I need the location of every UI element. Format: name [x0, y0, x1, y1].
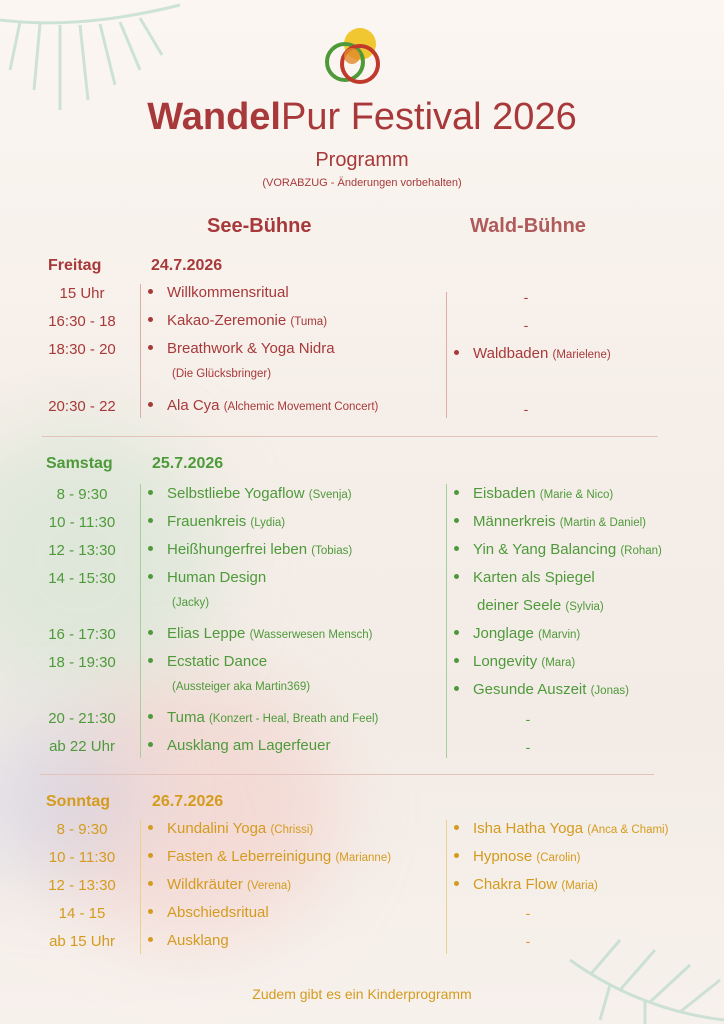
empty-slot-dash: -: [525, 711, 531, 727]
event-item: Tuma (Konzert - Heal, Breath and Feel): [148, 709, 378, 726]
event-item: Fasten & Leberreinigung (Marianne): [148, 848, 391, 865]
empty-slot-dash: -: [523, 317, 529, 333]
date-saturday: 25.7.2026: [152, 455, 224, 472]
time-slot: 20 - 21:30: [48, 710, 116, 727]
stage-wald: Wald-Bühne: [470, 215, 586, 237]
time-slot: 18:30 - 20: [48, 341, 116, 358]
event-item: Ecstatic Dance: [148, 653, 267, 670]
time-slot: 12 - 13:30: [48, 542, 116, 559]
event-item: Isha Hatha Yoga (Anca & Chami): [454, 820, 668, 837]
event-item-continued: deiner Seele (Sylvia): [477, 597, 604, 614]
empty-slot-dash: -: [523, 401, 529, 417]
section-divider: [40, 774, 654, 775]
time-slot: 14 - 15:30: [48, 570, 116, 587]
palm-leaf-icon: [560, 920, 724, 1024]
column-divider: [140, 484, 141, 758]
stage-see: See-Bühne: [207, 215, 312, 237]
event-item: Breathwork & Yoga Nidra: [148, 340, 335, 357]
date-sunday: 26.7.2026: [152, 793, 224, 810]
time-slot: 10 - 11:30: [48, 514, 116, 531]
time-slot: ab 15 Uhr: [49, 933, 115, 950]
section-divider: [42, 436, 658, 437]
day-saturday: Samstag: [46, 455, 113, 472]
time-slot: ab 22 Uhr: [49, 738, 115, 755]
column-divider: [140, 284, 141, 418]
event-item: Eisbaden (Marie & Nico): [454, 485, 613, 502]
time-slot: 16 - 17:30: [48, 626, 116, 643]
column-divider: [446, 820, 447, 954]
date-friday: 24.7.2026: [151, 257, 223, 274]
empty-slot-dash: -: [525, 739, 531, 755]
event-item: Chakra Flow (Maria): [454, 876, 598, 893]
event-item: Waldbaden (Marielene): [454, 345, 611, 362]
empty-slot-dash: -: [523, 289, 529, 305]
event-item: Kundalini Yoga (Chrissi): [148, 820, 313, 837]
time-slot: 15 Uhr: [59, 285, 105, 302]
event-item: Jonglage (Marvin): [454, 625, 580, 642]
time-slot: 14 - 15: [58, 905, 106, 922]
event-item: Wildkräuter (Verena): [148, 876, 291, 893]
event-item: Ausklang am Lagerfeuer: [148, 737, 330, 754]
time-slot: 10 - 11:30: [48, 849, 116, 866]
event-subnote: (Die Glücksbringer): [172, 368, 272, 380]
page-title: WandelPur Festival 2026: [147, 96, 577, 138]
time-slot: 12 - 13:30: [48, 877, 116, 894]
event-item: Hypnose (Carolin): [454, 848, 580, 865]
empty-slot-dash: -: [525, 905, 531, 921]
day-friday: Freitag: [48, 257, 102, 274]
event-item: Selbstliebe Yogaflow (Svenja): [148, 485, 352, 502]
column-divider: [446, 292, 447, 418]
time-slot: 20:30 - 22: [48, 398, 116, 415]
event-item: Ala Cya (Alchemic Movement Concert): [148, 397, 378, 414]
event-item: Yin & Yang Balancing (Rohan): [454, 541, 662, 558]
event-item: Heißhungerfrei leben (Tobias): [148, 541, 352, 558]
event-subnote: (Aussteiger aka Martin369): [172, 681, 311, 693]
event-item: Frauenkreis (Lydia): [148, 513, 285, 530]
time-slot: 16:30 - 18: [48, 313, 116, 330]
page-subtitle: Programm: [315, 149, 409, 171]
event-item: Kakao-Zeremonie (Tuma): [148, 312, 327, 329]
draft-note: (VORABZUG - Änderungen vorbehalten): [262, 177, 462, 189]
event-item: Elias Leppe (Wasserwesen Mensch): [148, 625, 373, 642]
column-divider: [140, 820, 141, 954]
time-slot: 18 - 19:30: [48, 654, 116, 671]
event-item: Abschiedsritual: [148, 904, 269, 921]
three-circles-logo: [320, 24, 386, 88]
time-slot: 8 - 9:30: [56, 486, 108, 503]
event-item: Ausklang: [148, 932, 229, 949]
event-item: Longevity (Mara): [454, 653, 575, 670]
time-slot: 8 - 9:30: [56, 821, 108, 838]
event-item: Willkommensritual: [148, 284, 289, 301]
column-divider: [446, 484, 447, 758]
event-item: Gesunde Auszeit (Jonas): [454, 681, 629, 698]
event-item: Männerkreis (Martin & Daniel): [454, 513, 646, 530]
empty-slot-dash: -: [525, 933, 531, 949]
event-item: Karten als Spiegel: [454, 569, 595, 586]
day-sunday: Sonntag: [46, 793, 110, 810]
event-item: Human Design: [148, 569, 266, 586]
footer-note: Zudem gibt es ein Kinderprogramm: [252, 986, 472, 1002]
event-subnote: (Jacky): [172, 597, 210, 609]
